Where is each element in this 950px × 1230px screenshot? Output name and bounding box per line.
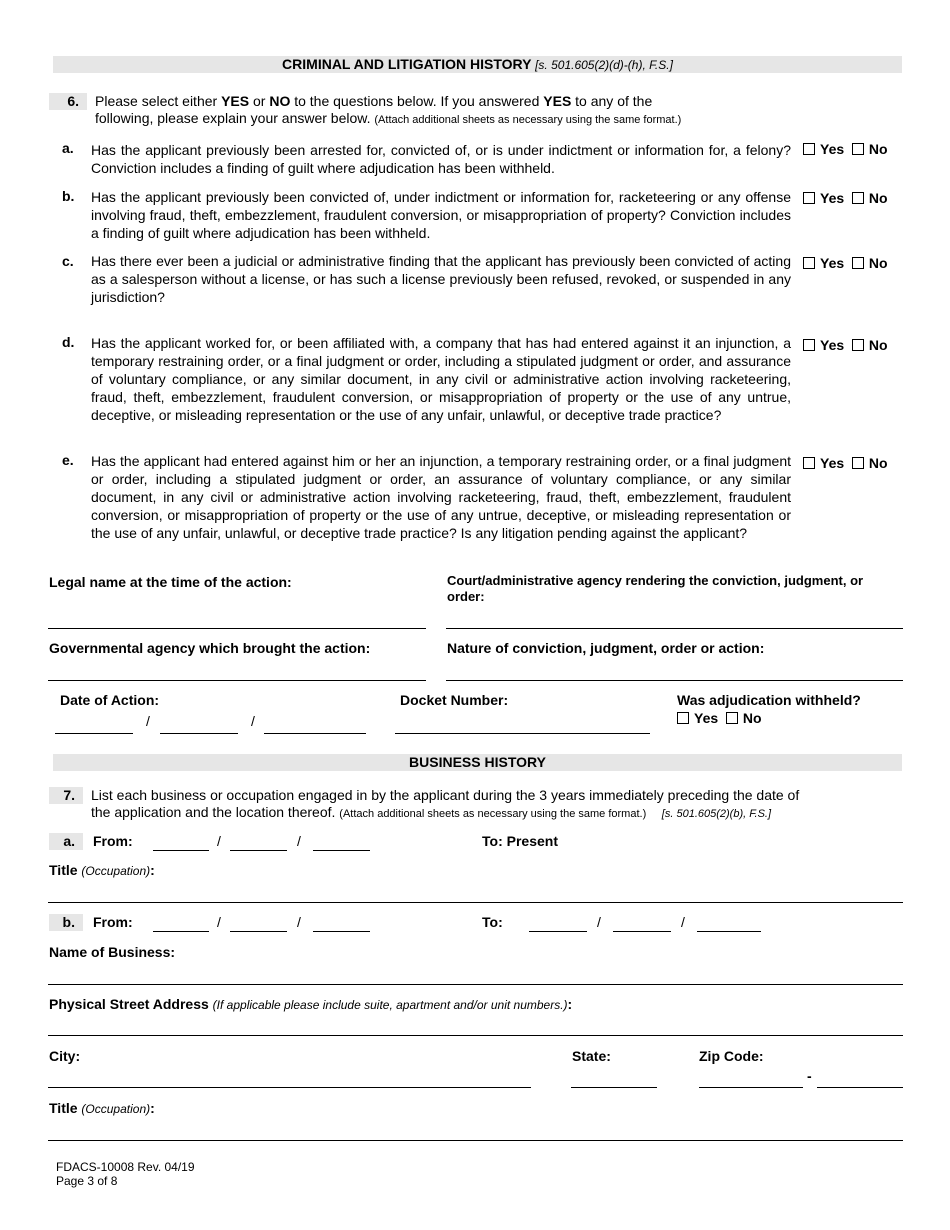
- question-a-text: Has the applicant previously been arrested for, convicted of, or is under indictment or information for, a felony? Conviction includes a finding of guilt where adjudication has been withheld.: [91, 142, 791, 176]
- question-d-letter: d.: [62, 334, 75, 350]
- title-word: Title: [49, 1100, 78, 1116]
- address-note: (If applicable please include suite, apartment and/or unit numbers.): [212, 998, 568, 1012]
- entry-a-from-year-field[interactable]: [313, 850, 370, 851]
- q6-no-word: NO: [269, 93, 291, 109]
- date-separator: /: [597, 914, 601, 930]
- question-e-yes-checkbox[interactable]: [803, 457, 815, 469]
- no-label: No: [868, 141, 888, 157]
- zip-dash: -: [807, 1068, 812, 1084]
- name-of-business-field[interactable]: [48, 984, 903, 985]
- address-word: Physical Street Address: [49, 996, 209, 1012]
- question-e-text: Has the applicant had entered against him or her an injunction, a temporary restraining order, or a final judgment or order, including a stipulated judgment or order, an assurance of voluntary compliance, or any similar document, in any civil or administrative action involving racketeering, fraud, theft, embezzlement, fraudulent conversion, or misappropriation of property or the use of any untrue, deceptive, or misleading representation or the use of any unfair, unlawful, or deceptive trade practice? Is any litigation pending against the applicant?: [91, 453, 791, 541]
- entry-a-title-label: [49, 862, 155, 878]
- entry-b-title-field[interactable]: [48, 1140, 903, 1141]
- q6-yes-word: YES: [543, 93, 572, 109]
- court-agency-label: Court/administrative agency rendering the conviction, judgment, or order:: [447, 573, 864, 604]
- entry-a-from-day-field[interactable]: [230, 850, 287, 851]
- colon: :: [567, 996, 573, 1012]
- colon: :: [150, 1100, 155, 1116]
- q6-text-part: following, please explain your answer below.: [95, 110, 375, 126]
- form-footer: [56, 1160, 195, 1188]
- zip-extension-field[interactable]: [817, 1087, 903, 1088]
- docket-number-label: Docket Number:: [400, 692, 509, 708]
- zip-code-field[interactable]: [699, 1087, 803, 1088]
- question-c-no-checkbox[interactable]: [852, 257, 864, 269]
- street-address-field[interactable]: [48, 1035, 903, 1036]
- question-6-instructions: [95, 93, 895, 129]
- name-of-business-label: Name of Business:: [49, 944, 176, 960]
- date-separator: /: [681, 914, 685, 930]
- date-day-field[interactable]: [160, 733, 238, 734]
- entry-a-to-label: To: Present: [482, 833, 558, 849]
- question-b-no-checkbox[interactable]: [852, 192, 864, 204]
- entry-b-from-year-field[interactable]: [313, 931, 370, 932]
- occupation-note: (Occupation): [81, 864, 151, 878]
- adjudication-yes-no: [677, 710, 762, 726]
- yes-label: Yes: [820, 255, 845, 271]
- date-separator: /: [146, 713, 150, 729]
- city-field[interactable]: [48, 1087, 531, 1088]
- nature-field[interactable]: [446, 680, 903, 681]
- question-e-letter: e.: [62, 452, 74, 468]
- nature-label: Nature of conviction, judgment, order or action:: [447, 640, 765, 656]
- entry-b-to-year-field[interactable]: [697, 931, 761, 932]
- entry-a-from-month-field[interactable]: [153, 850, 209, 851]
- street-address-label: [49, 996, 572, 1012]
- question-c-yes-no: [803, 255, 888, 271]
- question-d-yes-checkbox[interactable]: [803, 339, 815, 351]
- question-c-text: Has there ever been a judicial or administrative finding that the applicant has previously been convicted of acting as a salesperson without a license, or has such a license previously been refused, revoked, or suspended in any jurisdiction?: [91, 253, 791, 305]
- no-label: No: [868, 190, 888, 206]
- date-separator: /: [217, 914, 221, 930]
- question-a-yes-checkbox[interactable]: [803, 143, 815, 155]
- occupation-note: (Occupation): [81, 1102, 151, 1116]
- question-d-yes-no: [803, 337, 888, 353]
- question-a-no-checkbox[interactable]: [852, 143, 864, 155]
- question-6-number: 6.: [49, 93, 87, 110]
- date-of-action-label: Date of Action:: [60, 692, 160, 708]
- q6-text-part: to any of the: [571, 93, 653, 109]
- entry-b-letter: b.: [49, 914, 83, 931]
- docket-number-field[interactable]: [395, 733, 650, 734]
- city-label: City:: [49, 1048, 81, 1064]
- entry-b-from-month-field[interactable]: [153, 931, 209, 932]
- question-d-no-checkbox[interactable]: [852, 339, 864, 351]
- entry-a-title-field[interactable]: [48, 902, 903, 903]
- entry-b-title-label: [49, 1100, 155, 1116]
- q7-citation: [s. 501.605(2)(b), F.S.]: [661, 808, 772, 820]
- question-b-yes-no: [803, 190, 888, 206]
- entry-b-to-label: To:: [482, 914, 503, 930]
- business-history-title: BUSINESS HISTORY: [409, 754, 546, 770]
- question-7-number: 7.: [49, 787, 83, 804]
- entry-b-to-day-field[interactable]: [613, 931, 671, 932]
- question-c-letter: c.: [62, 253, 74, 269]
- entry-b-from-label: From:: [93, 914, 133, 930]
- criminal-history-title: CRIMINAL AND LITIGATION HISTORY: [282, 56, 532, 72]
- title-word: Title: [49, 862, 78, 878]
- q6-yes-word: YES: [221, 93, 250, 109]
- question-c-yes-checkbox[interactable]: [803, 257, 815, 269]
- q7-note: (Attach additional sheets as necessary using the same format.): [339, 808, 647, 820]
- yes-label: Yes: [820, 337, 845, 353]
- question-d-text: Has the applicant worked for, or been affiliated with, a company that has had entered against it an injunction, a temporary restraining order, or a final judgment or order, including a stipulated judgment or order, and assurance of voluntary compliance, or any similar document, in any civil or administrative action involving racketeering, fraud, theft, embezzlement, fraudulent conversion, or misappropriation of property or the use of any untrue, deceptive, or misleading representation or the use of any unfair, unlawful, or deceptive trade practice?: [91, 335, 791, 423]
- zip-code-label: Zip Code:: [699, 1048, 764, 1064]
- q6-note: (Attach additional sheets as necessary using the same format.): [374, 114, 682, 126]
- date-separator: /: [297, 833, 301, 849]
- q7-line1: List each business or occupation engaged in by the applicant during the 3 years immediately preceding the date of: [91, 787, 800, 803]
- state-field[interactable]: [571, 1087, 657, 1088]
- entry-b-to-month-field[interactable]: [529, 931, 587, 932]
- yes-label: Yes: [820, 190, 845, 206]
- no-label: No: [868, 255, 888, 271]
- q6-text-part: Please select either: [95, 93, 222, 109]
- date-separator: /: [217, 833, 221, 849]
- gov-agency-label: Governmental agency which brought the action:: [49, 640, 371, 656]
- question-b-yes-checkbox[interactable]: [803, 192, 815, 204]
- yes-label: Yes: [820, 455, 845, 471]
- no-label: No: [868, 455, 888, 471]
- criminal-history-citation: [s. 501.605(2)(d)-(h), F.S.]: [535, 58, 673, 72]
- q6-text-part: to the questions below. If you answered: [290, 93, 544, 109]
- date-separator: /: [297, 914, 301, 930]
- adjudication-yes-checkbox[interactable]: [677, 712, 689, 724]
- entry-a-from-label: From:: [93, 833, 133, 849]
- entry-a-letter: a.: [49, 833, 83, 850]
- adjudication-no-checkbox[interactable]: [726, 712, 738, 724]
- colon: :: [150, 862, 155, 878]
- question-b-text: Has the applicant previously been convicted of, under indictment or information for, racketeering or any offense involving fraud, theft, embezzlement, fraudulent conversion, or misappropriation of property? Conviction includes a finding of guilt where adjudication has been withheld.: [91, 189, 791, 241]
- question-b-letter: b.: [62, 188, 75, 204]
- gov-agency-field[interactable]: [48, 680, 426, 681]
- court-agency-field[interactable]: [446, 628, 903, 629]
- question-a-letter: a.: [62, 140, 74, 156]
- yes-label: Yes: [820, 141, 845, 157]
- state-label: State:: [572, 1048, 611, 1064]
- date-separator: /: [251, 713, 255, 729]
- page-number: Page 3 of 8: [56, 1174, 118, 1188]
- criminal-history-header: [53, 56, 902, 73]
- q7-line2: the application and the location thereof.: [91, 804, 340, 820]
- question-7-instructions: [91, 787, 901, 823]
- date-year-field[interactable]: [264, 733, 366, 734]
- adjudication-label: Was adjudication withheld?: [677, 692, 861, 708]
- yes-label: Yes: [694, 710, 719, 726]
- entry-b-from-day-field[interactable]: [230, 931, 287, 932]
- business-history-header: [53, 754, 902, 771]
- form-number: FDACS-10008 Rev. 04/19: [56, 1160, 195, 1174]
- legal-name-field[interactable]: [48, 628, 426, 629]
- no-label: No: [742, 710, 762, 726]
- legal-name-label: Legal name at the time of the action:: [49, 574, 292, 590]
- question-a-yes-no: [803, 141, 888, 157]
- question-e-no-checkbox[interactable]: [852, 457, 864, 469]
- no-label: No: [868, 337, 888, 353]
- q6-text-part: or: [249, 93, 270, 109]
- date-month-field[interactable]: [55, 733, 133, 734]
- question-e-yes-no: [803, 455, 888, 471]
